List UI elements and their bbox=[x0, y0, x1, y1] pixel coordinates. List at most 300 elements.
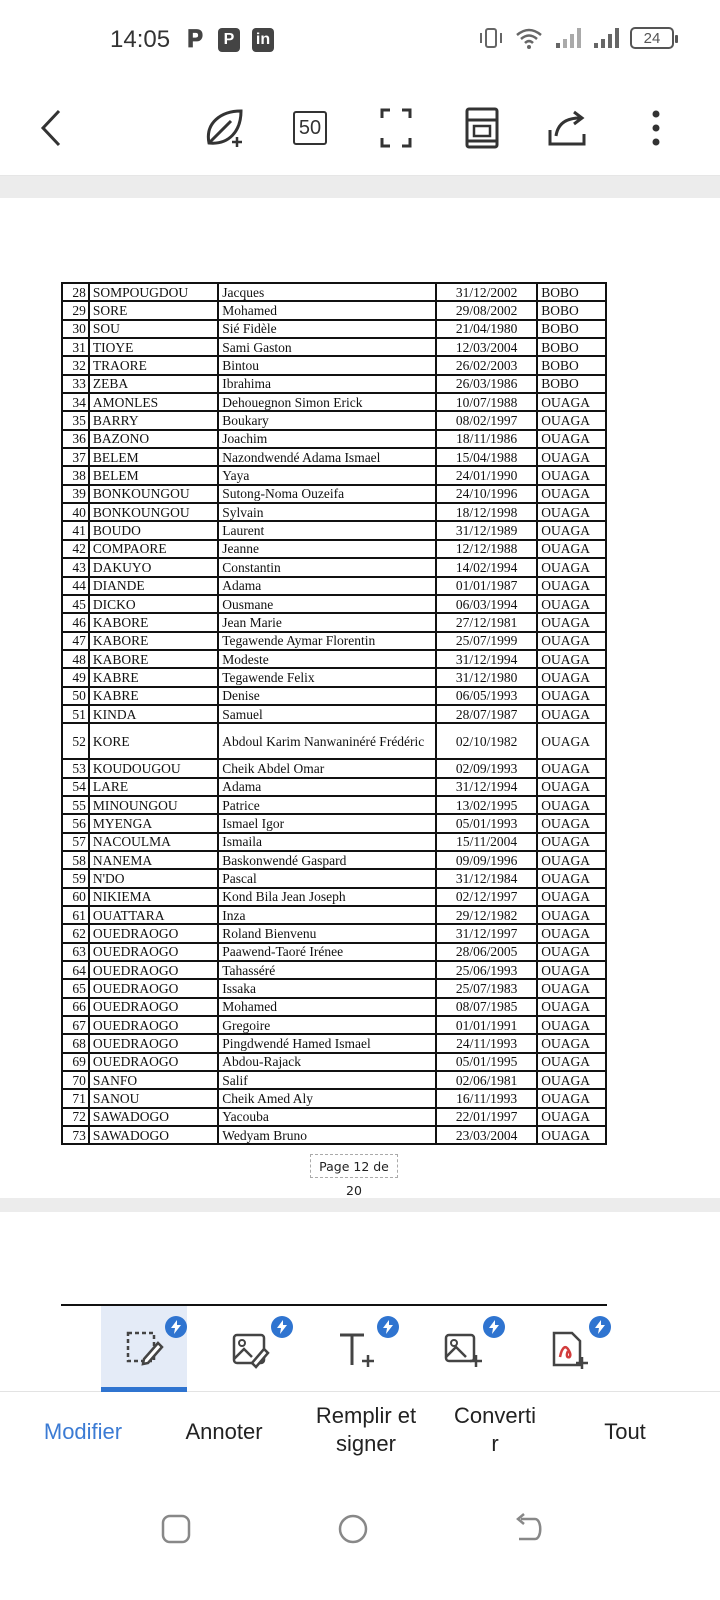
table-row bbox=[62, 687, 606, 705]
row-number: 39 bbox=[62, 485, 89, 503]
first-name-cell: Pingdwendé Hamed Ismael bbox=[218, 1034, 436, 1052]
last-name-cell: KORE bbox=[89, 723, 218, 759]
row-number: 69 bbox=[62, 1053, 89, 1071]
last-name-cell: MINOUNGOU bbox=[89, 796, 218, 814]
convert-pdf-tool[interactable] bbox=[525, 1306, 611, 1392]
table-row bbox=[62, 998, 606, 1016]
row-number: 68 bbox=[62, 1034, 89, 1052]
zoom-level: 50 bbox=[293, 111, 327, 145]
first-name-cell: Baskonwendé Gaspard bbox=[218, 851, 436, 869]
first-name-cell: Denise bbox=[218, 687, 436, 705]
row-number: 38 bbox=[62, 466, 89, 484]
last-name-cell: KABRE bbox=[89, 668, 218, 686]
birth-place-cell: OUAGA bbox=[537, 687, 606, 705]
table-row bbox=[62, 632, 606, 650]
first-name-cell: Yaya bbox=[218, 466, 436, 484]
table-row bbox=[62, 1016, 606, 1034]
first-name-cell: Mohamed bbox=[218, 998, 436, 1016]
birth-date-cell: 29/12/1982 bbox=[436, 906, 537, 924]
tab-modifier-label: Modifier bbox=[43, 1419, 123, 1444]
pro-badge-icon bbox=[377, 1316, 399, 1338]
row-number: 72 bbox=[62, 1108, 89, 1126]
table-row bbox=[62, 961, 606, 979]
birth-date-cell: 31/12/1994 bbox=[436, 650, 537, 668]
last-name-cell: SORE bbox=[89, 301, 218, 319]
table-row bbox=[62, 356, 606, 374]
last-name-cell: SOMPOUGDOU bbox=[89, 283, 218, 301]
first-name-cell: Salif bbox=[218, 1071, 436, 1089]
birth-date-cell: 24/01/1990 bbox=[436, 466, 537, 484]
row-number: 32 bbox=[62, 356, 89, 374]
row-number: 50 bbox=[62, 687, 89, 705]
table-row bbox=[62, 851, 606, 869]
birth-place-cell: OUAGA bbox=[537, 558, 606, 576]
birth-date-cell: 02/09/1993 bbox=[436, 759, 537, 777]
last-name-cell: NIKIEMA bbox=[89, 888, 218, 906]
document-viewer[interactable] bbox=[0, 176, 720, 1330]
table-row bbox=[62, 283, 606, 301]
first-name-cell: Inza bbox=[218, 906, 436, 924]
table-row bbox=[62, 301, 606, 319]
table-row bbox=[62, 448, 606, 466]
birth-place-cell: BOBO bbox=[537, 283, 606, 301]
more-options-button[interactable] bbox=[630, 102, 682, 154]
last-name-cell: OUEDRAOGO bbox=[89, 943, 218, 961]
first-name-cell: Ismael Igor bbox=[218, 814, 436, 832]
birth-place-cell: OUAGA bbox=[537, 595, 606, 613]
table-row bbox=[62, 1089, 606, 1107]
last-name-cell: BELEM bbox=[89, 448, 218, 466]
birth-date-cell: 06/05/1993 bbox=[436, 687, 537, 705]
birth-date-cell: 28/06/2005 bbox=[436, 943, 537, 961]
birth-date-cell: 02/12/1997 bbox=[436, 888, 537, 906]
table-row bbox=[62, 338, 606, 356]
last-name-cell: BONKOUNGOU bbox=[89, 503, 218, 521]
last-name-cell: TRAORE bbox=[89, 356, 218, 374]
first-name-cell: Sutong-Noma Ouzeifa bbox=[218, 485, 436, 503]
share-icon bbox=[546, 108, 590, 148]
row-number: 31 bbox=[62, 338, 89, 356]
row-number: 49 bbox=[62, 668, 89, 686]
table-row bbox=[62, 906, 606, 924]
birth-place-cell: OUAGA bbox=[537, 503, 606, 521]
birth-place-cell: OUAGA bbox=[537, 613, 606, 631]
row-number: 43 bbox=[62, 558, 89, 576]
last-name-cell: BONKOUNGOU bbox=[89, 485, 218, 503]
first-name-cell: Abdou-Rajack bbox=[218, 1053, 436, 1071]
table-row bbox=[62, 1053, 606, 1071]
tab-remplir-label-line1: Remplir et bbox=[315, 1403, 417, 1428]
first-name-cell: Adama bbox=[218, 577, 436, 595]
last-name-cell: N'DO bbox=[89, 869, 218, 887]
last-name-cell: DICKO bbox=[89, 595, 218, 613]
row-number: 55 bbox=[62, 796, 89, 814]
last-name-cell: BELEM bbox=[89, 466, 218, 484]
birth-date-cell: 02/06/1981 bbox=[436, 1071, 537, 1089]
birth-date-cell: 14/02/1994 bbox=[436, 558, 537, 576]
birth-date-cell: 06/03/1994 bbox=[436, 595, 537, 613]
tab-tout[interactable] bbox=[580, 1418, 670, 1446]
first-name-cell: Yacouba bbox=[218, 1108, 436, 1126]
row-number: 58 bbox=[62, 851, 89, 869]
row-number: 51 bbox=[62, 705, 89, 723]
row-number: 59 bbox=[62, 869, 89, 887]
leaf-icon bbox=[201, 105, 247, 151]
birth-place-cell: OUAGA bbox=[537, 430, 606, 448]
system-back-button[interactable] bbox=[503, 1504, 553, 1554]
birth-place-cell: BOBO bbox=[537, 356, 606, 374]
table-row bbox=[62, 375, 606, 393]
row-number: 60 bbox=[62, 888, 89, 906]
last-name-cell: OUEDRAOGO bbox=[89, 998, 218, 1016]
last-name-cell: KOUDOUGOU bbox=[89, 759, 218, 777]
row-number: 57 bbox=[62, 833, 89, 851]
first-name-cell: Abdoul Karim Nanwaninéré Frédéric bbox=[218, 723, 436, 759]
first-name-cell: Kond Bila Jean Joseph bbox=[218, 888, 436, 906]
first-name-cell: Nazondwendé Adama Ismael bbox=[218, 448, 436, 466]
first-name-cell: Joachim bbox=[218, 430, 436, 448]
table-row bbox=[62, 888, 606, 906]
table-row bbox=[62, 833, 606, 851]
last-name-cell: KABRE bbox=[89, 687, 218, 705]
last-name-cell: DIANDE bbox=[89, 577, 218, 595]
birth-place-cell: OUAGA bbox=[537, 1053, 606, 1071]
row-number: 61 bbox=[62, 906, 89, 924]
table-row bbox=[62, 393, 606, 411]
row-number: 35 bbox=[62, 411, 89, 429]
birth-place-cell: OUAGA bbox=[537, 1034, 606, 1052]
table-row bbox=[62, 320, 606, 338]
last-name-cell: NACOULMA bbox=[89, 833, 218, 851]
last-name-cell: ZEBA bbox=[89, 375, 218, 393]
birth-place-cell: OUAGA bbox=[537, 906, 606, 924]
last-name-cell: OUEDRAOGO bbox=[89, 1016, 218, 1034]
eco-mode-button[interactable] bbox=[198, 102, 250, 154]
last-name-cell: OUEDRAOGO bbox=[89, 1034, 218, 1052]
last-name-cell: BAZONO bbox=[89, 430, 218, 448]
tab-tout-label: Tout bbox=[604, 1419, 646, 1444]
birth-date-cell: 13/02/1995 bbox=[436, 796, 537, 814]
back-arrow-icon bbox=[511, 1513, 545, 1545]
row-number: 36 bbox=[62, 430, 89, 448]
row-number: 66 bbox=[62, 998, 89, 1016]
last-name-cell: KABORE bbox=[89, 613, 218, 631]
edit-tools-bar bbox=[0, 1306, 720, 1392]
birth-place-cell: OUAGA bbox=[537, 1108, 606, 1126]
row-number: 33 bbox=[62, 375, 89, 393]
zoom-level-button[interactable] bbox=[284, 102, 336, 154]
last-name-cell: SAWADOGO bbox=[89, 1108, 218, 1126]
last-name-cell: SAWADOGO bbox=[89, 1126, 218, 1144]
birth-place-cell: OUAGA bbox=[537, 943, 606, 961]
table-row bbox=[62, 613, 606, 631]
birth-date-cell: 08/02/1997 bbox=[436, 411, 537, 429]
birth-date-cell: 05/01/1993 bbox=[436, 814, 537, 832]
table-row bbox=[62, 595, 606, 613]
birth-date-cell: 31/12/1980 bbox=[436, 668, 537, 686]
birth-place-cell: OUAGA bbox=[537, 796, 606, 814]
last-name-cell: SANOU bbox=[89, 1089, 218, 1107]
add-text-icon bbox=[336, 1329, 376, 1369]
table-row bbox=[62, 759, 606, 777]
tab-annoter-label: Annoter bbox=[185, 1419, 263, 1444]
birth-place-cell: OUAGA bbox=[537, 998, 606, 1016]
birth-date-cell: 15/04/1988 bbox=[436, 448, 537, 466]
birth-date-cell: 31/12/2002 bbox=[436, 283, 537, 301]
tab-annoter[interactable] bbox=[168, 1418, 280, 1446]
last-name-cell: TIOYE bbox=[89, 338, 218, 356]
birth-place-cell: OUAGA bbox=[537, 814, 606, 832]
birth-date-cell: 12/12/1988 bbox=[436, 540, 537, 558]
birth-date-cell: 18/11/1986 bbox=[436, 430, 537, 448]
birth-date-cell: 08/07/1985 bbox=[436, 998, 537, 1016]
birth-place-cell: OUAGA bbox=[537, 448, 606, 466]
row-number: 71 bbox=[62, 1089, 89, 1107]
birth-place-cell: BOBO bbox=[537, 375, 606, 393]
table-row bbox=[62, 705, 606, 723]
table-row bbox=[62, 466, 606, 484]
first-name-cell: Sié Fidèle bbox=[218, 320, 436, 338]
signal-1-icon bbox=[554, 26, 582, 50]
birth-date-cell: 01/01/1991 bbox=[436, 1016, 537, 1034]
table-row bbox=[62, 924, 606, 942]
table-row bbox=[62, 1034, 606, 1052]
birth-place-cell: OUAGA bbox=[537, 778, 606, 796]
first-name-cell: Tegawende Aymar Florentin bbox=[218, 632, 436, 650]
row-number: 37 bbox=[62, 448, 89, 466]
row-number: 64 bbox=[62, 961, 89, 979]
row-number: 70 bbox=[62, 1071, 89, 1089]
birth-date-cell: 01/01/1987 bbox=[436, 577, 537, 595]
birth-place-cell: OUAGA bbox=[537, 577, 606, 595]
last-name-cell: KABORE bbox=[89, 650, 218, 668]
row-number: 63 bbox=[62, 943, 89, 961]
last-name-cell: BARRY bbox=[89, 411, 218, 429]
birth-place-cell: OUAGA bbox=[537, 411, 606, 429]
first-name-cell: Jeanne bbox=[218, 540, 436, 558]
birth-place-cell: BOBO bbox=[537, 301, 606, 319]
tab-convertir[interactable] bbox=[440, 1402, 550, 1458]
birth-place-cell: OUAGA bbox=[537, 393, 606, 411]
birth-place-cell: OUAGA bbox=[537, 668, 606, 686]
birth-place-cell: OUAGA bbox=[537, 1126, 606, 1144]
fit-screen-button[interactable] bbox=[370, 102, 422, 154]
first-name-cell: Ismaila bbox=[218, 833, 436, 851]
table-row bbox=[62, 430, 606, 448]
home-icon bbox=[337, 1513, 369, 1545]
birth-place-cell: OUAGA bbox=[537, 759, 606, 777]
tab-modifier[interactable] bbox=[28, 1418, 138, 1446]
birth-date-cell: 31/12/1989 bbox=[436, 521, 537, 539]
row-number: 47 bbox=[62, 632, 89, 650]
add-image-icon bbox=[442, 1329, 482, 1369]
birth-date-cell: 18/12/1998 bbox=[436, 503, 537, 521]
pro-badge-icon bbox=[589, 1316, 611, 1338]
table-row bbox=[62, 1108, 606, 1126]
annotate-image-icon bbox=[230, 1329, 270, 1369]
last-name-cell: SOU bbox=[89, 320, 218, 338]
birth-place-cell: OUAGA bbox=[537, 705, 606, 723]
page-layout-icon bbox=[464, 106, 500, 150]
first-name-cell: Bintou bbox=[218, 356, 436, 374]
page-number-label: Page 12 de 20 bbox=[310, 1154, 398, 1178]
birth-date-cell: 28/07/1987 bbox=[436, 705, 537, 723]
pdf-page-12 bbox=[0, 198, 720, 1198]
birth-place-cell: OUAGA bbox=[537, 869, 606, 887]
top-toolbar bbox=[0, 80, 720, 176]
birth-date-cell: 29/08/2002 bbox=[436, 301, 537, 319]
row-number: 54 bbox=[62, 778, 89, 796]
first-name-cell: Ousmane bbox=[218, 595, 436, 613]
table-row bbox=[62, 814, 606, 832]
birth-date-cell: 25/06/1993 bbox=[436, 961, 537, 979]
first-name-cell: Jean Marie bbox=[218, 613, 436, 631]
first-name-cell: Tegawende Felix bbox=[218, 668, 436, 686]
table-row bbox=[62, 668, 606, 686]
pinterest-notification-icon: 𝐏 bbox=[186, 26, 204, 53]
row-number: 44 bbox=[62, 577, 89, 595]
row-number: 73 bbox=[62, 1126, 89, 1144]
edit-text-tool[interactable] bbox=[101, 1306, 187, 1392]
row-number: 30 bbox=[62, 320, 89, 338]
birth-date-cell: 24/10/1996 bbox=[436, 485, 537, 503]
home-button[interactable] bbox=[328, 1504, 378, 1554]
first-name-cell: Sami Gaston bbox=[218, 338, 436, 356]
first-name-cell: Paawend-Taoré Irénee bbox=[218, 943, 436, 961]
notification-icons bbox=[184, 28, 274, 52]
birth-date-cell: 25/07/1999 bbox=[436, 632, 537, 650]
birth-place-cell: OUAGA bbox=[537, 833, 606, 851]
first-name-cell: Jacques bbox=[218, 283, 436, 301]
last-name-cell: MYENGA bbox=[89, 814, 218, 832]
tab-convertir-label-line1: Converti bbox=[454, 1403, 536, 1428]
status-right bbox=[478, 26, 674, 50]
table-row bbox=[62, 411, 606, 429]
tab-remplir-et-signer[interactable] bbox=[300, 1402, 432, 1458]
table-row bbox=[62, 521, 606, 539]
birth-place-cell: OUAGA bbox=[537, 1016, 606, 1034]
recent-apps-icon bbox=[160, 1513, 192, 1545]
last-name-cell: LARE bbox=[89, 778, 218, 796]
first-name-cell: Gregoire bbox=[218, 1016, 436, 1034]
birth-place-cell: OUAGA bbox=[537, 632, 606, 650]
first-name-cell: Patrice bbox=[218, 796, 436, 814]
row-number: 42 bbox=[62, 540, 89, 558]
row-number: 65 bbox=[62, 979, 89, 997]
first-name-cell: Mohamed bbox=[218, 301, 436, 319]
birth-place-cell: OUAGA bbox=[537, 924, 606, 942]
row-number: 48 bbox=[62, 650, 89, 668]
table-row bbox=[62, 796, 606, 814]
birth-date-cell: 26/02/2003 bbox=[436, 356, 537, 374]
last-name-cell: OUEDRAOGO bbox=[89, 961, 218, 979]
participants-table-page-12 bbox=[61, 282, 607, 1145]
row-number: 41 bbox=[62, 521, 89, 539]
recent-apps-button[interactable] bbox=[151, 1504, 201, 1554]
birth-place-cell: OUAGA bbox=[537, 851, 606, 869]
table-row bbox=[62, 503, 606, 521]
birth-date-cell: 22/01/1997 bbox=[436, 1108, 537, 1126]
first-name-cell: Laurent bbox=[218, 521, 436, 539]
birth-place-cell: OUAGA bbox=[537, 521, 606, 539]
birth-place-cell: OUAGA bbox=[537, 888, 606, 906]
status-time: 14:05 bbox=[110, 26, 171, 53]
linkedin-notification-icon: in bbox=[252, 28, 274, 52]
first-name-cell: Roland Bienvenu bbox=[218, 924, 436, 942]
table-row bbox=[62, 943, 606, 961]
first-name-cell: Dehouegnon Simon Erick bbox=[218, 393, 436, 411]
birth-date-cell: 25/07/1983 bbox=[436, 979, 537, 997]
pro-badge-icon bbox=[165, 1316, 187, 1338]
last-name-cell: OUEDRAOGO bbox=[89, 924, 218, 942]
first-name-cell: Cheik Amed Aly bbox=[218, 1089, 436, 1107]
first-name-cell: Cheik Abdel Omar bbox=[218, 759, 436, 777]
birth-date-cell: 02/10/1982 bbox=[436, 723, 537, 759]
fullscreen-icon bbox=[378, 106, 414, 150]
first-name-cell: Pascal bbox=[218, 869, 436, 887]
birth-date-cell: 16/11/1993 bbox=[436, 1089, 537, 1107]
last-name-cell: BOUDO bbox=[89, 521, 218, 539]
share-button[interactable] bbox=[542, 102, 594, 154]
table-row bbox=[62, 723, 606, 759]
first-name-cell: Wedyam Bruno bbox=[218, 1126, 436, 1144]
row-number: 62 bbox=[62, 924, 89, 942]
last-name-cell: SANFO bbox=[89, 1071, 218, 1089]
birth-place-cell: OUAGA bbox=[537, 466, 606, 484]
signal-2-icon bbox=[592, 26, 620, 50]
birth-date-cell: 31/12/1984 bbox=[436, 869, 537, 887]
birth-date-cell: 09/09/1996 bbox=[436, 851, 537, 869]
birth-date-cell: 26/03/1986 bbox=[436, 375, 537, 393]
add-image-tool[interactable] bbox=[419, 1306, 505, 1392]
tab-convertir-label-line2: r bbox=[491, 1431, 499, 1456]
birth-place-cell: OUAGA bbox=[537, 961, 606, 979]
table-row bbox=[62, 577, 606, 595]
mode-tabs bbox=[0, 1392, 720, 1484]
birth-place-cell: OUAGA bbox=[537, 979, 606, 997]
table-row bbox=[62, 558, 606, 576]
birth-place-cell: OUAGA bbox=[537, 540, 606, 558]
pro-badge-icon bbox=[271, 1316, 293, 1338]
publisher-notification-icon: P bbox=[218, 28, 240, 52]
row-number: 29 bbox=[62, 301, 89, 319]
chevron-left-icon bbox=[37, 108, 67, 148]
row-number: 28 bbox=[62, 283, 89, 301]
last-name-cell: DAKUYO bbox=[89, 558, 218, 576]
row-number: 46 bbox=[62, 613, 89, 631]
first-name-cell: Issaka bbox=[218, 979, 436, 997]
table-row bbox=[62, 485, 606, 503]
last-name-cell: OUEDRAOGO bbox=[89, 979, 218, 997]
table-row bbox=[62, 1126, 606, 1144]
table-row bbox=[62, 540, 606, 558]
status-bar bbox=[0, 0, 720, 80]
page-layout-button[interactable] bbox=[456, 102, 508, 154]
table-row bbox=[62, 1071, 606, 1089]
last-name-cell: AMONLES bbox=[89, 393, 218, 411]
edit-text-box-icon bbox=[124, 1327, 164, 1367]
first-name-cell: Constantin bbox=[218, 558, 436, 576]
first-name-cell: Adama bbox=[218, 778, 436, 796]
back-button[interactable] bbox=[26, 102, 78, 154]
birth-date-cell: 23/03/2004 bbox=[436, 1126, 537, 1144]
add-text-tool[interactable] bbox=[313, 1306, 399, 1392]
row-number: 52 bbox=[62, 723, 89, 759]
annotate-image-tool[interactable] bbox=[207, 1306, 293, 1392]
row-number: 40 bbox=[62, 503, 89, 521]
birth-place-cell: OUAGA bbox=[537, 485, 606, 503]
birth-place-cell: BOBO bbox=[537, 320, 606, 338]
